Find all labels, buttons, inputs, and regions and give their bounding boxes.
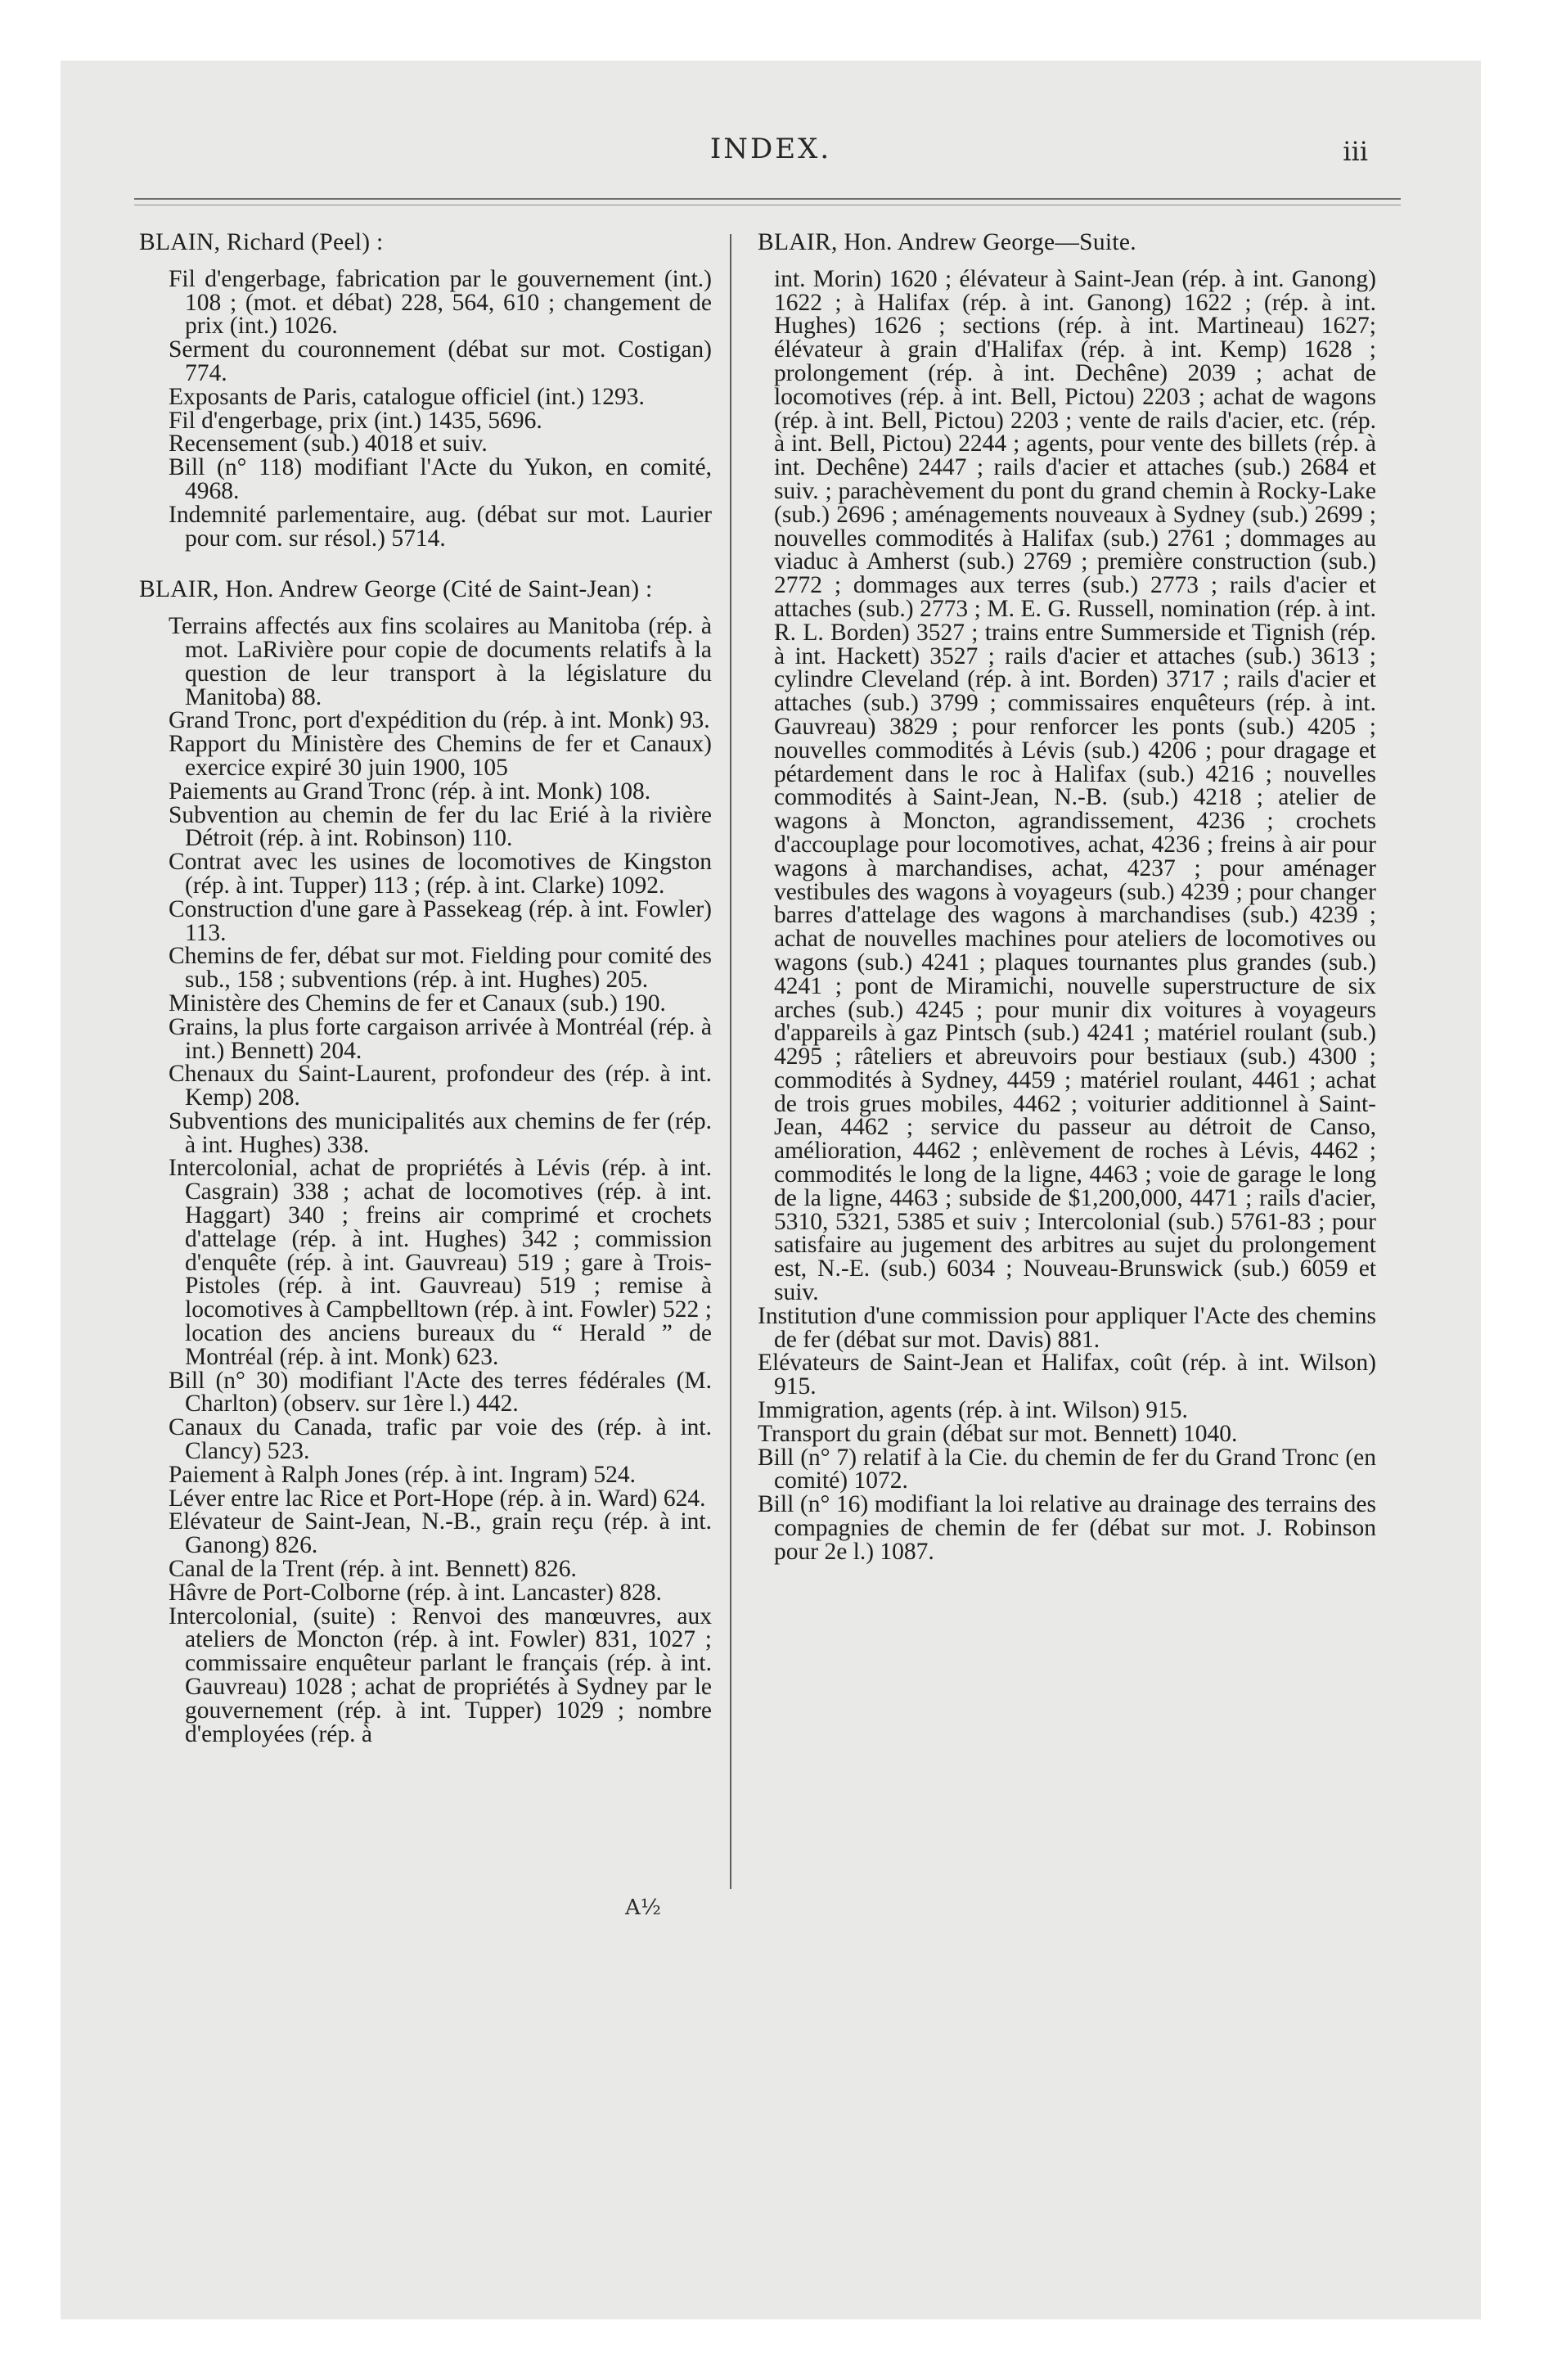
index-entry: Transport du grain (débat sur mot. Bennett) 1040. [758, 1420, 1238, 1447]
index-entry: Elévateurs de Saint-Jean et Halifax, coût (rép. à int. Wilson) 915. [758, 1350, 1376, 1400]
index-entry: Institution d'une commission pour appliquer l'Acte des chemins de fer (débat sur mot. Davis) 881. [758, 1302, 1376, 1353]
index-entry: Grains, la plus forte cargaison arrivée à Montréal (rép. à int.) Bennett) 204. [169, 1013, 712, 1064]
index-entry: Chemins de fer, débat sur mot. Fielding pour comité des sub., 158 ; subventions (rép. à int. Hughes) 205. [169, 943, 712, 994]
left-column [139, 231, 712, 1746]
index-entry: int. Morin) 1620 ; élévateur à Saint-Jean (rép. à int. Ganong) 1622 ; à Halifax (rép. à int. Ganong) 1622 ; (rép. à int. Hughes) 1626 ; sections (rép. à int. Martineau) 1627; élévateur à grain d'Halifax (rép. à int. Kemp) 1628 ; prolongement (rép. à int. Dechêne) 2039 ; achat de locomotives (rép. à int. Bell, Pictou) 2203 ; achat de wagons (rép. à int. Bell, Pictou) 2203 ; vente de rails d'acier, etc. (rép. à int. Bell, Pictou) 2244 ; agents, pour vente des billets (rép. à int. Dechêne) 2447 ; rails d'acier et attaches (sub.) 2684 et suiv. ; parachèvement du pont du grand chemin à Rocky-Lake (sub.) 2696 ; aménagements nouveaux à Sydney (sub.) 2699 ; nouvelles commodités à Halifax (sub.) 2761 ; dommages au viaduc à Amherst (sub.) 2769 ; première construction (sub.) 2772 ; dommages aux terres (sub.) 2773 ; rails d'acier et attaches (sub.) 2773 ; M. E. G. Russell, nomination (rép. à int. R. L. Borden) 3527 ; trains entre Summerside et Tignish (rép. à int. Hackett) 3527 ; rails d'acier et attaches (sub.) 3613 ; cylindre Cleveland (rép. à int. Borden) 3717 ; rails d'acier et attaches (sub.) 3799 ; commissaires enquêteurs (rép. à int. Gauvreau) 3829 ; pour renforcer les ponts (sub.) 4205 ; nouvelles commodités à Lévis (sub.) 4206 ; pour dragage et pétardement dans le roc à Halifax (sub.) 4216 ; nouvelles commodités à Saint-Jean, N.-B. (sub.) 4218 ; atelier de wagons à Moncton, agrandissement, 4236 ; crochets d'accouplage pour locomotives, achat, 4236 ; freins à air pour wagons à marchandises, achat, 4237 ; pour aménager vestibules des wagons à voyageurs (sub.) 4239 ; pour changer barres d'attelage des wagons à marchandises (sub.) 4239 ; achat de nouvelles machines pour ateliers de locomotives ou wagons (sub.) 4241 ; plaques tournantes plus grandes (sub.) 4241 ; pont de Miramichi, nouvelle superstructure de six arches (sub.) 4245 ; pour munir dix voitures à voyageurs d'appareils à gaz Pintsch (sub.) 4241 ; matériel roulant (sub.) 4295 ; râteliers et abreuvoirs pour bestiaux (sub.) 4300 ; commodités à Sydney, 4459 ; matériel roulant, 4461 ; achat de trois grues mobiles, 4462 ; voiturier additionnel à Saint-Jean, 4462 ; service du passeur au détroit de Canso, amélioration, 4462 ; enlèvement de roches à Lévis, 4462 ; commodités le long de la ligne, 4463 ; voie de garage le long de la ligne, 4463 ; subside de $1,200,000, 4471 ; rails d'acier, 5310, 5321, 5385 et suiv ; Intercolonial (sub.) 5761-83 ; pour satisfaire au jugement des arbitres au sujet du prolongement est, N.-E. (sub.) 6034 ; Nouveau-Brunswick (sub.) 6059 et suiv. [774, 265, 1376, 1306]
signature-mark: A½ [625, 1895, 661, 1920]
index-entry: Grand Tronc, port d'expédition du (rép. à int. Monk) 93. [169, 707, 710, 734]
index-entry: Léver entre lac Rice et Port-Hope (rép. à in. Ward) 624. [169, 1485, 706, 1512]
index-entry: Canal de la Trent (rép. à int. Bennett) 826. [169, 1556, 577, 1583]
index-entry: Hâvre de Port-Colborne (rép. à int. Lancaster) 828. [169, 1579, 662, 1606]
index-entry: Bill (n° 30) modifiant l'Acte des terres fédérales (M. Charlton) (observ. sur 1ère l.) 442. [169, 1367, 712, 1418]
index-entry: Exposants de Paris, catalogue officiel (int.) 1293. [169, 383, 645, 410]
index-entry: Serment du couronnement (débat sur mot. Costigan) 774. [169, 336, 712, 386]
page-title: INDEX. [709, 133, 832, 165]
index-entry: Immigration, agents (rép. à int. Wilson) 915. [758, 1397, 1188, 1424]
index-heading: BLAIN, Richard (Peel) : [139, 229, 384, 255]
index-heading: BLAIR, Hon. Andrew George—Suite. [758, 229, 1136, 255]
index-entry: Subvention au chemin de fer du lac Erié à la rivière Détroit (rép. à int. Robinson) 110. [169, 801, 712, 852]
scanned-page [61, 61, 1481, 2319]
index-entry: Elévateur de Saint-Jean, N.-B., grain reçu (rép. à int. Ganong) 826. [169, 1508, 712, 1559]
page-number: iii [1343, 136, 1368, 167]
index-entry: Subventions des municipalités aux chemins de fer (rép. à int. Hughes) 338. [169, 1107, 712, 1158]
index-entry: Rapport du Ministère des Chemins de fer et Canaux) exercice expiré 30 juin 1900, 105 [169, 731, 712, 781]
index-entry: Chenaux du Saint-Laurent, profondeur des (rép. à int. Kemp) 208. [169, 1061, 712, 1111]
index-entry: Recensement (sub.) 4018 et suiv. [169, 430, 488, 458]
index-entry: Construction d'une gare à Passekeag (rép. à int. Fowler) 113. [169, 895, 712, 946]
index-entry: Fil d'engerbage, prix (int.) 1435, 5696. [169, 407, 542, 434]
column-divider [730, 234, 731, 1889]
index-entry: Intercolonial, (suite) : Renvoi des manœuvres, aux ateliers de Moncton (rép. à int. Fowler) 831, 1027 ; commissaire enquêteur parlant le français (rép. à int. Gauvreau) 1028 ; achat de propriétés à Sydney par le gouvernement (rép. à int. Tupper) 1029 ; nombre d'employées (rép. à [169, 1602, 712, 1747]
index-entry: Bill (n° 7) relatif à la Cie. du chemin de fer du Grand Tronc (en comité) 1072. [758, 1444, 1376, 1494]
index-entry: Canaux du Canada, trafic par voie des (rép. à int. Clancy) 523. [169, 1414, 712, 1465]
index-entry: Indemnité parlementaire, aug. (débat sur mot. Laurier pour com. sur résol.) 5714. [169, 501, 712, 552]
index-entry: Intercolonial, achat de propriétés à Lévis (rép. à int. Casgrain) 338 ; achat de locomotives (rép. à int. Haggart) 340 ; freins air comprimé et crochets d'attelage (rép. à int. Hughes) 342 ; commission d'enquête (rép. à int. Gauvreau) 519 ; gare à Trois-Pistoles (rép. à int. Gauvreau) 519 ; remise à locomotives à Campbelltown (rép. à int. Fowler) 522 ; location des anciens bureaux du “ Herald ” de Montréal (rép. à int. Monk) 623. [169, 1155, 712, 1370]
right-column [758, 231, 1376, 1564]
header-rule [134, 198, 1401, 200]
index-entry: Bill (n° 118) modifiant l'Acte du Yukon, en comité, 4968. [169, 454, 712, 504]
index-entry: Paiements au Grand Tronc (rép. à int. Monk) 108. [169, 778, 651, 805]
index-entry: Paiement à Ralph Jones (rép. à int. Ingram) 524. [169, 1461, 637, 1488]
index-entry: Terrains affectés aux fins scolaires au Manitoba (rép. à mot. LaRivière pour copie de documents relatifs à la question de leur transport à la législature du Manitoba) 88. [169, 613, 712, 710]
index-entry: Ministère des Chemins de fer et Canaux (sub.) 190. [169, 989, 666, 1016]
index-entry: Fil d'engerbage, fabrication par le gouvernement (int.) 108 ; (mot. et débat) 228, 564, 610 ; changement de prix (int.) 1026. [169, 265, 712, 340]
index-entry: Contrat avec les usines de locomotives de Kingston (rép. à int. Tupper) 113 ; (rép. à int. Clarke) 1092. [169, 849, 712, 899]
index-heading: BLAIR, Hon. Andrew George (Cité de Saint-Jean) : [139, 576, 653, 603]
index-entry: Bill (n° 16) modifiant la loi relative au drainage des terrains des compagnies de chemin de fer (débat sur mot. J. Robinson pour 2e l.) 1087. [758, 1491, 1376, 1565]
